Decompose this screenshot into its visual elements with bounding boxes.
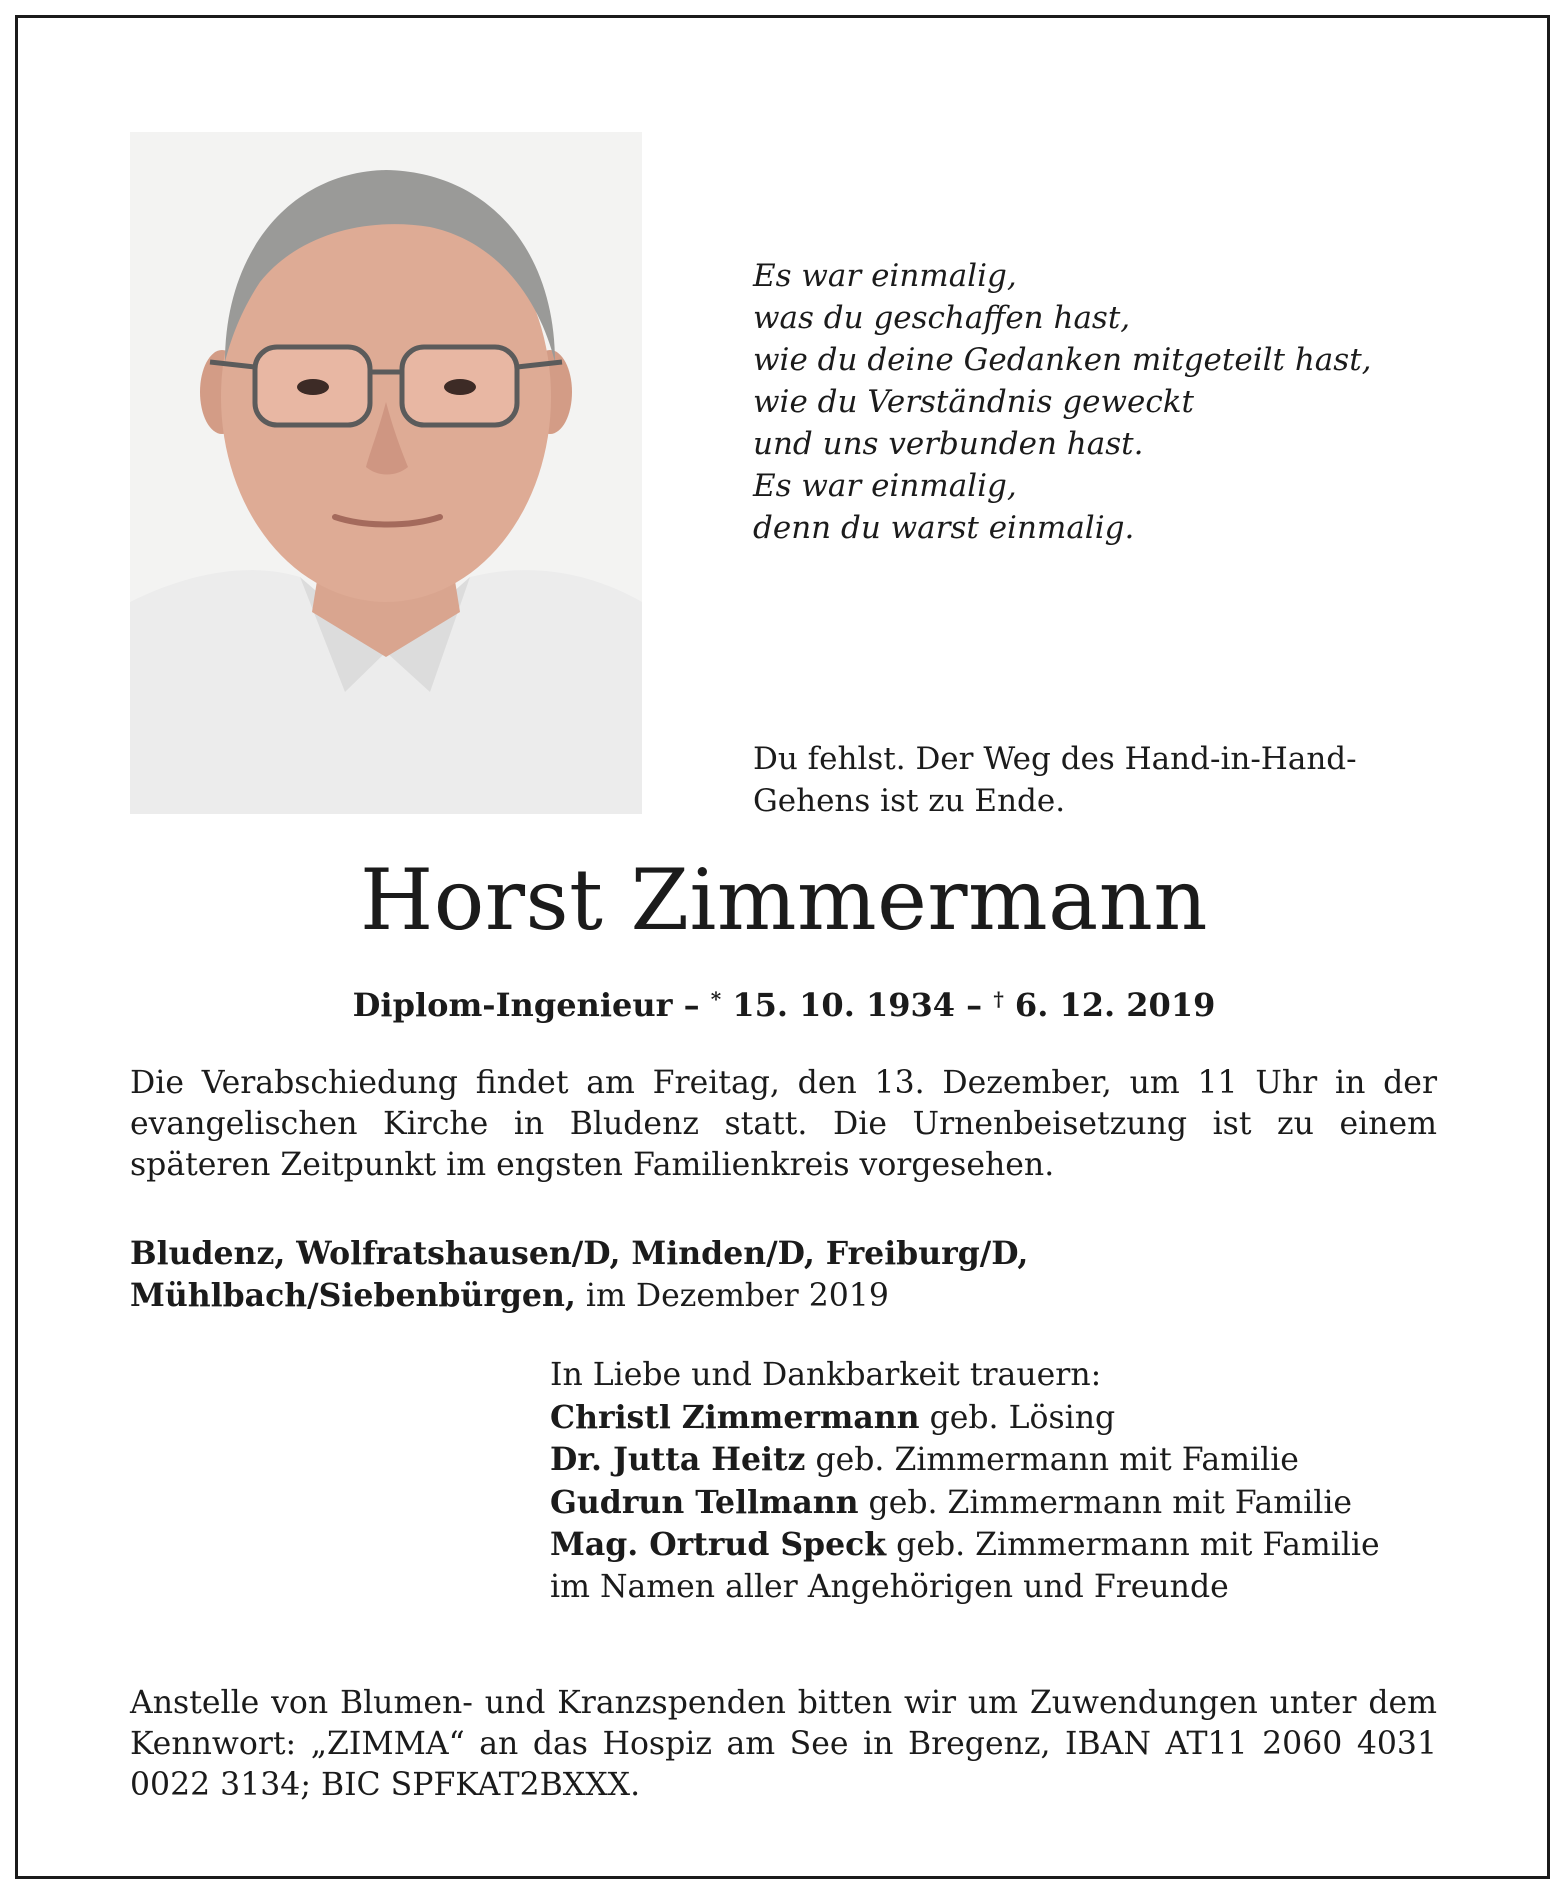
birth-symbol: * (710, 987, 722, 1011)
mourner-entry (550, 1524, 1450, 1567)
mourner-name: Dr. Jutta Heitz (550, 1441, 806, 1478)
mourner-note: geb. Zimmermann mit Familie (858, 1484, 1353, 1521)
mourner-name: Mag. Ortrud Speck (550, 1526, 887, 1563)
mourners-intro: In Liebe und Dankbarkeit trauern: (550, 1357, 1102, 1393)
ceremony-paragraph: Die Verabschiedung findet am Freitag, den 13. Dezember, um 11 Uhr in der evangelischen Kirche in Bludenz statt. Die Urnenbeisetzung ist zu einem späteren Zeitpunkt im engsten Familienkreis vorgesehen. (130, 1065, 1437, 1183)
quote (753, 738, 1453, 822)
death-date: 6. 12. 2019 (1003, 986, 1216, 1024)
quote-line: Du fehlst. Der Weg des Hand-in-Hand- (753, 741, 1357, 777)
portrait-photo (130, 132, 642, 814)
poem (753, 255, 1453, 549)
mourner-entry (550, 1397, 1450, 1440)
poem-line: Es war einmalig, (753, 468, 1017, 504)
mourners-closing: im Namen aller Angehörigen und Freunde (550, 1568, 1229, 1605)
deceased-name: Horst Zimmermann (360, 851, 1208, 949)
poem-line: und uns verbunden hast. (753, 426, 1144, 462)
mourner-name: Gudrun Tellmann (550, 1483, 859, 1521)
mourner-note: geb. Zimmermann mit Familie (886, 1527, 1380, 1563)
date-line: im Dezember 2019 (575, 1278, 889, 1314)
mourners-block (550, 1355, 1450, 1608)
mourner-name: Christl Zimmermann (550, 1398, 920, 1436)
places-and-date (130, 1233, 1437, 1317)
professional-title: Diplom-Ingenieur (352, 986, 673, 1024)
poem-line: wie du deine Gedanken mitgeteilt hast, (753, 342, 1372, 378)
poem-line: Es war einmalig, (753, 258, 1017, 294)
death-symbol: † (993, 987, 1004, 1011)
dash: – (955, 986, 994, 1024)
poem-line: wie du Verständnis geweckt (753, 384, 1194, 420)
places: Bludenz, Wolfratshausen/D, Minden/D, Freiburg/D, Mühlbach/Siebenbürgen, (130, 1235, 1029, 1314)
mourner-note: geb. Zimmermann mit Familie (805, 1442, 1299, 1478)
dash: – (672, 986, 711, 1024)
poem-line: denn du warst einmalig. (753, 510, 1135, 546)
donation-paragraph: Anstelle von Blumen- und Kranzspenden bitten wir um Zuwendungen unter dem Kennwort: „ZIMMA“ an das Hospiz am See in Bregenz, IBAN AT11 2060 4031 0022 3134; BIC SPFKAT2BXXX. (130, 1685, 1437, 1803)
mourner-entry (550, 1482, 1450, 1525)
mourner-entry (550, 1439, 1450, 1482)
poem-line: was du geschaffen hast, (753, 300, 1131, 336)
birth-date: 15. 10. 1934 (721, 986, 956, 1024)
title-and-dates (0, 977, 1568, 1027)
quote-line: Gehens ist zu Ende. (753, 783, 1066, 819)
mourner-note: geb. Lösing (919, 1399, 1116, 1436)
